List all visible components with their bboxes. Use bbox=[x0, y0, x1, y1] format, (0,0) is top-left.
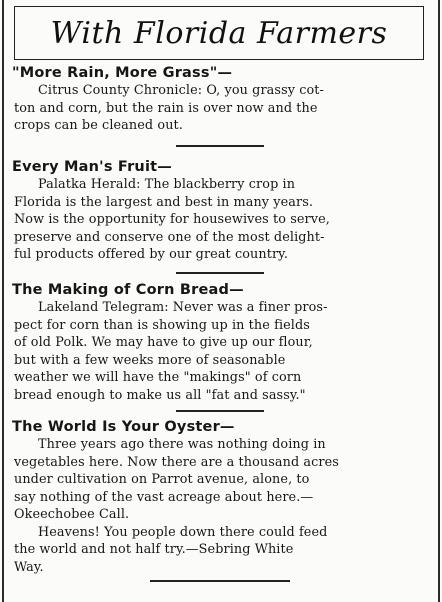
article-line: Palatka Herald: The blackberry crop in bbox=[38, 177, 296, 192]
article-line: vegetables here. Now there are a thousand acres bbox=[14, 454, 339, 470]
article-line: preserve and conserve one of the most delight- bbox=[14, 229, 325, 245]
article-line: Florida is the largest and best in many years. bbox=[14, 194, 314, 210]
article-line: but with a few weeks more of seasonable bbox=[14, 352, 286, 368]
article-headline: "More Rain, More Grass"— bbox=[12, 65, 233, 81]
article-line: of old Polk. We may have to give up our flour, bbox=[14, 335, 313, 350]
article-line: Way. bbox=[14, 559, 44, 575]
article-line: Okeechobee Call. bbox=[14, 507, 130, 522]
article-line: Citrus County Chronicle: O, you grassy cot- bbox=[38, 83, 324, 98]
article-corn-bread bbox=[10, 281, 428, 404]
article-line: Now is the opportunity for housewives to serve, bbox=[14, 212, 330, 227]
article-line: bread enough to make us all "fat and sassy." bbox=[14, 387, 306, 403]
article-line: pect for corn than is showing up in the fields bbox=[14, 317, 310, 333]
article-every-mans-fruit bbox=[10, 158, 428, 264]
divider-rule bbox=[176, 272, 264, 274]
divider-rule bbox=[176, 410, 264, 412]
article-line: ton and corn, but the rain is over now and the bbox=[14, 100, 318, 116]
left-column-rule bbox=[2, 0, 4, 602]
article-line: Three years ago there was nothing doing in bbox=[38, 437, 326, 452]
article-line: weather we will have the "makings" of corn bbox=[14, 370, 302, 385]
article-line: Heavens! You people down there could feed bbox=[38, 524, 328, 540]
article-headline: Every Man's Fruit— bbox=[12, 159, 172, 175]
article-line: ful products offered by our great country. bbox=[14, 247, 288, 262]
article-line: say nothing of the vast acreage about here.— bbox=[14, 489, 314, 505]
article-line: under cultivation on Parrot avenue, alone, to bbox=[14, 472, 310, 487]
title-box bbox=[14, 6, 424, 60]
article-headline: The Making of Corn Bread— bbox=[12, 282, 244, 298]
end-rule bbox=[150, 580, 290, 582]
article-world-oyster bbox=[10, 418, 428, 576]
article-line: Lakeland Telegram: Never was a finer pros- bbox=[38, 300, 328, 315]
article-line: crops can be cleaned out. bbox=[14, 118, 183, 133]
article-headline: The World Is Your Oyster— bbox=[12, 419, 235, 435]
article-more-rain bbox=[10, 64, 428, 135]
divider-rule bbox=[176, 145, 264, 147]
page-title: With Florida Farmers bbox=[50, 15, 388, 51]
article-line: the world and not half try.—Sebring White bbox=[14, 542, 294, 557]
right-column-rule bbox=[438, 0, 440, 602]
